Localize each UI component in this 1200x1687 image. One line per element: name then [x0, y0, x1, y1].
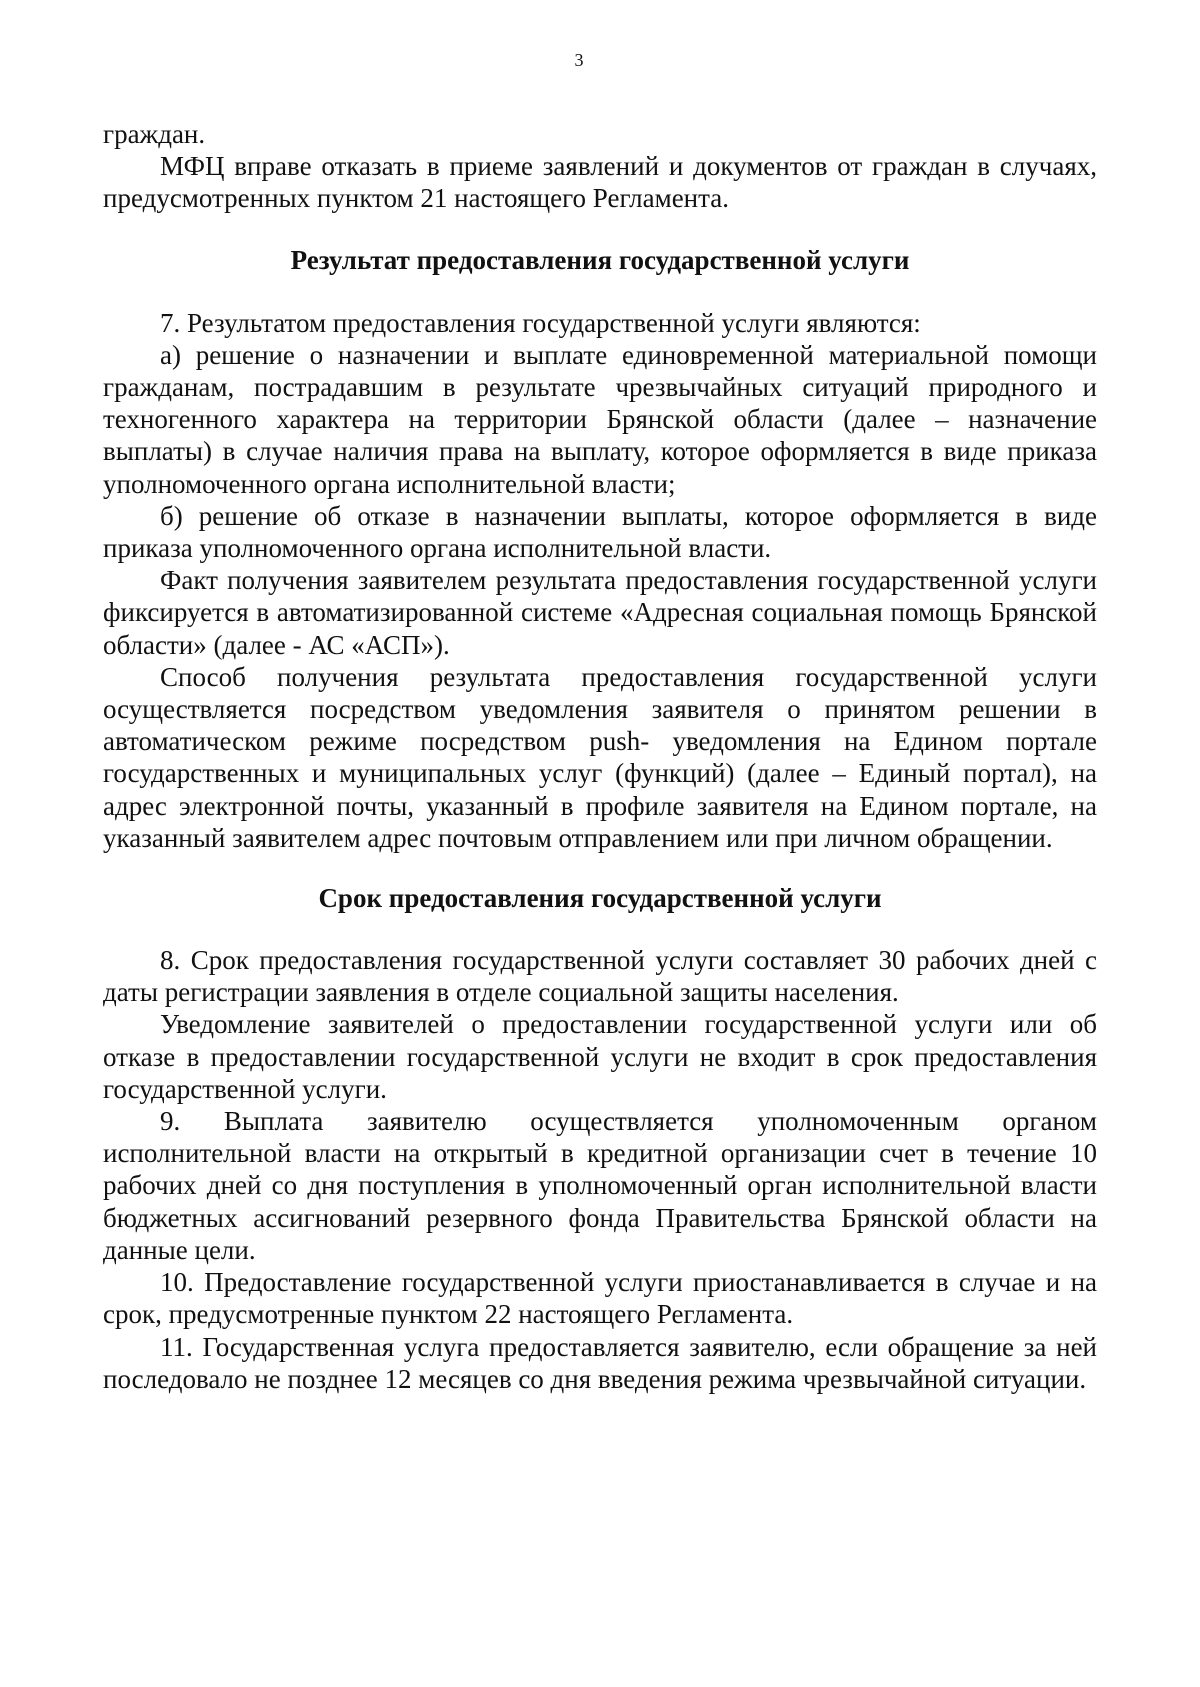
- paragraph-continuation: граждан.: [103, 119, 206, 149]
- section-heading-result: Результат предоставления государственной услуги: [290, 244, 910, 275]
- document-body: [103, 118, 1097, 1395]
- paragraph-item-8: 8. Срок предоставления государственной услуги составляет 30 рабочих дней с даты регистрации заявления в отделе социальной защиты населения.: [103, 945, 1097, 1008]
- paragraph-fact-recording: Факт получения заявителем результата предоставления государственной услуги фиксируется в автоматизированной системе «Адресная социальная помощь Брянской области» (далее - АС «АСП»).: [103, 565, 1097, 660]
- page-number: 3: [574, 50, 584, 70]
- paragraph-mfc-refusal: МФЦ вправе отказать в приеме заявлений и документов от граждан в случаях, предусмотренных пунктом 21 настоящего Регламента.: [103, 151, 1097, 214]
- paragraph-item-7b: б) решение об отказе в назначении выплаты, которое оформляется в виде приказа уполномоченного органа исполнительной власти.: [103, 500, 1097, 564]
- paragraph-item-11: 11. Государственная услуга предоставляется заявителю, если обращение за ней последовало не позднее 12 месяцев со дня введения режима чрезвычайной ситуации.: [103, 1331, 1097, 1394]
- section-heading-term: Срок предоставления государственной услуги: [318, 883, 882, 914]
- paragraph-receipt-method: Способ получения результата предоставления государственной услуги осуществляется посредством уведомления заявителя о принятом решении в автоматическом режиме посредством push- уведомления на Едином портале государственных и муниципальных услуг (функций) (далее – Единый портал), на адрес электронной почты, указанный в профиле заявителя на Едином портале, на указанный заявителем адрес почтовым отправлением или при личном обращении.: [103, 661, 1097, 853]
- paragraph-item-7: 7. Результатом предоставления государственной услуги являются:: [160, 307, 921, 338]
- paragraph-item-10: 10. Предоставление государственной услуги приостанавливается в случае и на срок, предусмотренные пунктом 22 настоящего Регламента.: [103, 1267, 1097, 1330]
- paragraph-notification: Уведомление заявителей о предоставлении государственной услуги или об отказе в предоставлении государственной услуги не входит в срок предоставления государственной услуги.: [103, 1009, 1097, 1104]
- paragraph-item-7a: а) решение о назначении и выплате единовременной материальной помощи гражданам, пострадавшим в результате чрезвычайных ситуаций природного и техногенного характера на территории Брянской области (далее – назначение выплаты) в случае наличия права на выплату, которое оформляется в виде приказа уполномоченного органа исполнительной власти;: [103, 339, 1097, 499]
- paragraph-item-9: 9. Выплата заявителю осуществляется уполномоченным органом исполнительной власти на открытый в кредитной организации счет в течение 10 рабочих дней со дня поступления в уполномоченный орган исполнительной власти бюджетных ассигнований резервного фонда Правительства Брянской области на данные цели.: [103, 1106, 1097, 1265]
